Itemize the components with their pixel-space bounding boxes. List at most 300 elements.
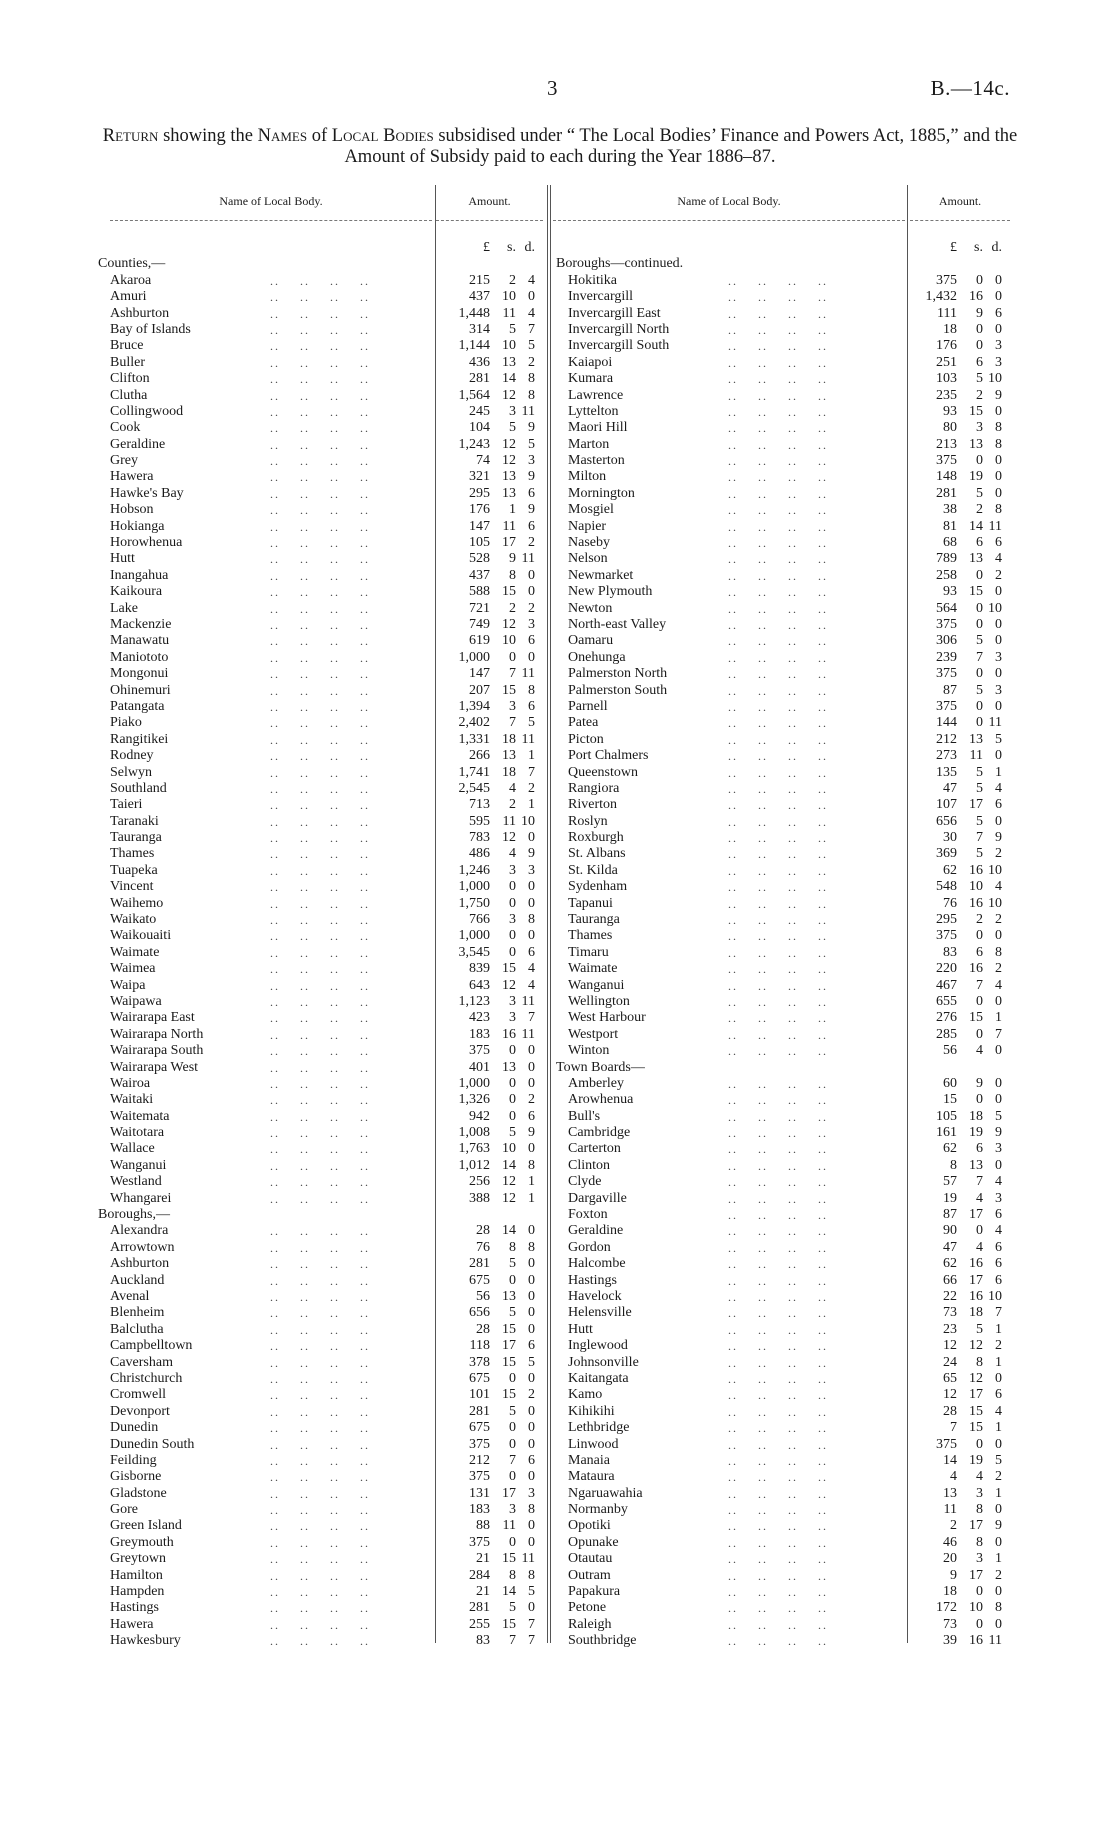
table-row [110, 1518, 1010, 1534]
amount-pence: 9 [995, 1518, 1002, 1534]
amount-right [913, 1502, 1002, 1518]
amount-left [446, 1551, 535, 1567]
amount-shillings: 2 [509, 272, 516, 288]
local-body-name-right: Helensville [568, 1305, 632, 1321]
amount-left [446, 420, 535, 436]
table-row [110, 633, 1010, 649]
amount-pounds: 528 [469, 551, 490, 567]
amount-pence: 3 [995, 682, 1002, 698]
amount-pence: 10 [988, 862, 1002, 878]
leader-dots: .. .. .. .. [260, 1093, 370, 1108]
amount-pounds: 131 [469, 1485, 490, 1501]
leader-dots: .. .. .. .. [260, 601, 370, 616]
amount-pence: 5 [528, 338, 535, 354]
amount-left [446, 1289, 535, 1305]
amount-pence: 4 [995, 977, 1002, 993]
amount-shillings: 6 [976, 944, 983, 960]
amount-left [446, 797, 535, 813]
amount-pence: 0 [995, 1157, 1002, 1173]
amount-left [446, 683, 535, 699]
amount-shillings: 0 [976, 321, 983, 337]
amount-shillings: 16 [502, 1026, 516, 1042]
local-body-name-left: Gore [110, 1502, 138, 1518]
amount-shillings: 0 [509, 1272, 516, 1288]
table-row [110, 1600, 1010, 1616]
amount-left [446, 928, 535, 944]
amount-pence: 9 [995, 387, 1002, 403]
amount-pounds: 1,012 [458, 1157, 490, 1173]
amount-shillings: 15 [969, 1403, 983, 1419]
amount-shillings: 4 [976, 1239, 983, 1255]
amount-pounds: 266 [469, 748, 490, 764]
leader-dots: .. .. .. .. [260, 913, 370, 928]
amount-pence: 0 [995, 584, 1002, 600]
leader-dots: .. .. .. .. [260, 585, 370, 600]
amount-shillings: 2 [976, 387, 983, 403]
amount-shillings: 15 [969, 1010, 983, 1026]
amount-shillings: 17 [969, 1518, 983, 1534]
table-row [110, 486, 1010, 502]
local-body-name-left: Christchurch [110, 1370, 183, 1386]
amount-left [446, 1600, 535, 1616]
leader-dots: .. .. .. .. [718, 650, 828, 665]
amount-pounds: 375 [936, 928, 957, 944]
local-body-name-right: Hokitika [568, 272, 617, 288]
amount-pounds: 148 [936, 469, 957, 485]
amount-shillings: 12 [502, 977, 516, 993]
amount-pence: 4 [995, 1174, 1002, 1190]
amount-shillings: 0 [509, 1043, 516, 1059]
local-body-name-right: Waimate [568, 961, 618, 977]
leader-dots: .. .. .. .. [718, 814, 828, 829]
amount-pounds: 22 [943, 1289, 957, 1304]
local-body-name-right: Amberley [568, 1075, 624, 1091]
amount-shillings: 13 [969, 731, 983, 747]
local-body-name-left: Wairarapa North [110, 1026, 204, 1042]
amount-pounds: 21 [476, 1551, 490, 1567]
leader-dots: .. .. .. .. [718, 1371, 828, 1386]
leader-dots: .. .. .. .. [260, 1257, 370, 1272]
amount-right [913, 1551, 1002, 1567]
amount-left [446, 1453, 535, 1469]
local-body-name-left: Hamilton [110, 1567, 163, 1583]
leader-dots: .. .. .. .. [260, 945, 370, 960]
amount-right [913, 1125, 1002, 1141]
amount-pounds: 256 [469, 1174, 490, 1190]
leader-dots: .. .. .. .. [718, 1486, 828, 1501]
amount-shillings: 4 [976, 1043, 983, 1059]
amount-pence: 7 [528, 321, 535, 337]
amount-shillings: 15 [969, 1420, 983, 1436]
table-row [110, 781, 1010, 797]
amount-pounds: 295 [469, 485, 490, 501]
amount-right [913, 1371, 1002, 1387]
amount-shillings: 10 [502, 338, 516, 354]
table-row [110, 453, 1010, 469]
amount-right [913, 388, 1002, 404]
amount-pence: 5 [528, 436, 535, 452]
amount-right [913, 846, 1002, 862]
subsidy-table [98, 185, 1010, 1649]
header-rule [110, 220, 432, 221]
leader-dots: .. .. .. .. [260, 1306, 370, 1321]
table-row [110, 535, 1010, 551]
local-body-name-right: Mataura [568, 1469, 615, 1485]
table-row [110, 994, 1010, 1010]
amount-shillings: 17 [969, 797, 983, 813]
leader-dots: .. .. .. .. [260, 486, 370, 501]
leader-dots: .. .. .. .. [718, 503, 828, 518]
local-body-name-left: Blenheim [110, 1305, 165, 1321]
amount-pounds: 212 [469, 1452, 490, 1468]
amount-pence: 5 [528, 1354, 535, 1370]
amount-shillings: 14 [969, 518, 983, 534]
local-body-name-left: Piako [110, 715, 142, 731]
amount-pounds: 375 [936, 1436, 957, 1452]
local-body-name-left: Hawera [110, 469, 154, 485]
amount-pence: 6 [528, 1452, 535, 1468]
amount-pounds: 1,000 [458, 928, 490, 944]
amount-pence: 0 [528, 1420, 535, 1436]
leader-dots: .. .. .. .. [718, 454, 828, 469]
leader-dots: .. .. .. .. [718, 1601, 828, 1616]
table-row [110, 1273, 1010, 1289]
amount-pence: 1 [995, 1551, 1002, 1567]
amount-shillings: 0 [976, 715, 983, 731]
local-body-name-left: Selwyn [110, 764, 152, 780]
local-body-name-right: Roslyn [568, 813, 608, 829]
leader-dots: .. .. .. .. [718, 634, 828, 649]
amount-shillings: 15 [502, 1354, 516, 1370]
amount-pence: 9 [995, 1125, 1002, 1141]
local-body-name-left: Waitemata [110, 1108, 170, 1124]
local-body-name-right: New Plymouth [568, 584, 653, 600]
amount-left [446, 896, 535, 912]
amount-pence: 11 [988, 1633, 1002, 1649]
amount-shillings: 10 [969, 879, 983, 895]
amount-shillings: 5 [509, 321, 516, 337]
table-row [110, 1076, 1010, 1092]
amount-pounds: 212 [936, 731, 957, 747]
table-row [110, 1027, 1010, 1043]
amount-pence: 1 [528, 748, 535, 764]
amount-left [446, 1240, 535, 1256]
amount-left [446, 437, 535, 453]
amount-shillings: 5 [976, 813, 983, 829]
local-body-name-right: Invercargill South [568, 338, 670, 354]
header-rule [553, 220, 905, 221]
amount-shillings: 16 [969, 1256, 983, 1272]
amount-left [446, 1387, 535, 1403]
amount-pounds: 258 [936, 567, 957, 583]
local-body-name-right: Palmerston North [568, 666, 668, 682]
amount-shillings: 6 [976, 535, 983, 551]
table-row [110, 584, 1010, 600]
amount-pence: 7 [528, 1010, 535, 1026]
amount-shillings: 0 [976, 600, 983, 616]
amount-pence: 9 [528, 502, 535, 518]
local-body-name-left: Lake [110, 600, 138, 616]
amount-left [446, 1584, 535, 1600]
amount-right [913, 404, 1002, 420]
table-row [110, 420, 1010, 436]
leader-dots: .. .. .. .. [260, 322, 370, 337]
local-body-name-left: Hutt [110, 551, 135, 567]
amount-pounds: 436 [469, 354, 490, 370]
local-body-name-right: St. Albans [568, 846, 626, 862]
table-row [110, 765, 1010, 781]
leader-dots: .. .. .. .. [718, 1306, 828, 1321]
amount-shillings: 5 [976, 780, 983, 796]
table-row [110, 928, 1010, 944]
leader-dots: .. .. .. .. [718, 536, 828, 551]
leader-dots: .. .. .. .. [718, 1404, 828, 1419]
amount-pence: 0 [995, 928, 1002, 944]
amount-shillings: 5 [976, 846, 983, 862]
leader-dots: .. .. .. .. [260, 437, 370, 452]
amount-left [446, 469, 535, 485]
amount-right [913, 1158, 1002, 1174]
amount-right [913, 486, 1002, 502]
amount-pence: 1 [528, 1174, 535, 1190]
amount-shillings: 3 [509, 1010, 516, 1026]
amount-pence: 5 [995, 1108, 1002, 1124]
amount-left [446, 322, 535, 338]
amount-right [913, 1273, 1002, 1289]
local-body-name-left: Ashburton [110, 1256, 170, 1272]
table-row [110, 715, 1010, 731]
amount-shillings: 6 [976, 354, 983, 370]
amount-pence: 0 [528, 567, 535, 583]
amount-shillings: 5 [509, 1403, 516, 1419]
amount-pounds: 93 [943, 403, 957, 419]
amount-pence: 5 [995, 731, 1002, 747]
amount-right [913, 1305, 1002, 1321]
leader-dots: .. .. .. .. [260, 1601, 370, 1616]
amount-shillings: 7 [509, 715, 516, 731]
amount-pounds: 1,326 [458, 1092, 490, 1108]
amount-pence: 11 [521, 551, 535, 567]
amount-pounds: 486 [469, 846, 490, 862]
amount-pounds: 655 [936, 993, 957, 1009]
amount-pounds: 11 [943, 1502, 957, 1518]
amount-shillings: 0 [976, 616, 983, 632]
amount-left [446, 388, 535, 404]
local-body-name-left: Dunedin [110, 1420, 159, 1436]
amount-shillings: 0 [509, 1436, 516, 1452]
amount-shillings: 5 [509, 1125, 516, 1141]
section-heading-left: Boroughs,— [98, 1207, 170, 1223]
leader-dots: .. .. .. .. [718, 683, 828, 698]
amount-shillings: 11 [502, 518, 516, 534]
table-row [110, 797, 1010, 813]
amount-pence: 11 [988, 518, 1002, 534]
amount-left [446, 846, 535, 862]
leader-dots: .. .. .. .. [260, 1044, 370, 1059]
amount-shillings: 9 [976, 305, 983, 321]
amount-pence: 11 [521, 731, 535, 747]
return-title [100, 126, 1020, 168]
leader-dots: .. .. .. .. [718, 273, 828, 288]
leader-dots: .. .. .. .. [718, 339, 828, 354]
table-row [110, 1387, 1010, 1403]
amount-right [913, 1404, 1002, 1420]
header-name-left: Name of Local Body. [219, 194, 323, 208]
leader-dots: .. .. .. .. [718, 978, 828, 993]
amount-pence: 3 [995, 649, 1002, 665]
amount-shillings: 3 [509, 912, 516, 928]
header-rule [436, 220, 543, 221]
amount-shillings: 14 [502, 371, 516, 387]
amount-shillings: 3 [976, 1485, 983, 1501]
amount-pounds: 12 [943, 1387, 957, 1403]
table-row [110, 617, 1010, 633]
table-row [110, 1404, 1010, 1420]
table-body [98, 240, 1010, 1650]
amount-pounds: 2 [950, 1518, 957, 1534]
leader-dots: .. .. .. .. [718, 322, 828, 337]
local-body-name-right: Rangiora [568, 780, 620, 796]
local-body-name-left: Manawatu [110, 633, 170, 649]
amount-pounds: 375 [469, 1534, 490, 1550]
amount-shillings: 16 [969, 895, 983, 911]
amount-shillings: 0 [509, 1092, 516, 1108]
amount-pounds: 255 [469, 1616, 490, 1632]
amount-right [913, 994, 1002, 1010]
amount-pounds: 60 [943, 1075, 957, 1091]
amount-right [913, 945, 1002, 961]
local-body-name-right: Palmerston South [568, 682, 668, 698]
local-body-name-right: Masterton [568, 453, 625, 469]
amount-pounds: 239 [936, 649, 957, 665]
amount-pounds: 46 [943, 1534, 957, 1550]
leader-dots: .. .. .. .. [260, 536, 370, 551]
amount-left [446, 1223, 535, 1239]
leader-dots: .. .. .. .. [260, 1191, 370, 1206]
leader-dots: .. .. .. .. [260, 667, 370, 682]
amount-shillings: 4 [509, 846, 516, 862]
local-body-name-left: Alexandra [110, 1223, 169, 1239]
amount-shillings: 0 [976, 1584, 983, 1600]
local-body-name-right: Roxburgh [568, 830, 624, 846]
amount-shillings: 12 [502, 1174, 516, 1190]
amount-shillings: 5 [976, 1321, 983, 1337]
amount-pounds: 375 [936, 666, 957, 682]
amount-shillings: 7 [509, 1633, 516, 1649]
local-body-name-left: Mongonui [110, 666, 169, 682]
amount-left [446, 289, 535, 305]
amount-pence: 7 [528, 1633, 535, 1649]
amount-left [446, 519, 535, 535]
local-body-name-left: Taranaki [110, 813, 159, 829]
local-body-name-right: North-east Valley [568, 616, 667, 632]
amount-pounds: 235 [936, 387, 957, 403]
leader-dots: .. .. .. .. [718, 732, 828, 747]
amount-left [446, 699, 535, 715]
currency-pounds: £ [950, 240, 957, 255]
leader-dots: .. .. .. .. [260, 290, 370, 305]
leader-dots: .. .. .. .. [260, 765, 370, 780]
local-body-name-right: Outram [568, 1567, 611, 1583]
amount-left [446, 371, 535, 387]
leader-dots: .. .. .. .. [260, 962, 370, 977]
amount-shillings: 0 [509, 895, 516, 911]
table-row [110, 1502, 1010, 1518]
table-row [110, 502, 1010, 518]
amount-right [913, 1387, 1002, 1403]
amount-right [913, 1437, 1002, 1453]
title-word-names: Names [257, 126, 308, 146]
amount-right [913, 371, 1002, 387]
local-body-name-left: Wairarapa East [110, 1010, 195, 1026]
amount-shillings: 17 [969, 1567, 983, 1583]
amount-pence: 8 [995, 502, 1002, 518]
leader-dots: .. .. .. .. [260, 732, 370, 747]
amount-shillings: 3 [509, 862, 516, 878]
amount-pence: 7 [528, 764, 535, 780]
amount-pence: 1 [995, 1010, 1002, 1026]
amount-right [913, 584, 1002, 600]
local-body-name-left: Auckland [110, 1272, 165, 1288]
amount-right [913, 814, 1002, 830]
leader-dots: .. .. .. .. [718, 1044, 828, 1059]
amount-left [446, 912, 535, 928]
amount-pounds: 375 [469, 1469, 490, 1485]
amount-right [913, 1600, 1002, 1616]
leader-dots: .. .. .. .. [260, 470, 370, 485]
amount-pence: 0 [528, 1469, 535, 1485]
leader-dots: .. .. .. .. [718, 421, 828, 436]
local-body-name-right: Picton [568, 731, 604, 747]
amount-pence: 1 [995, 1321, 1002, 1337]
amount-right [913, 1453, 1002, 1469]
leader-dots: .. .. .. .. [260, 863, 370, 878]
amount-pence: 6 [528, 944, 535, 960]
amount-pence: 4 [528, 272, 535, 288]
amount-left [446, 863, 535, 879]
leader-dots: .. .. .. .. [718, 1617, 828, 1632]
amount-shillings: 5 [976, 371, 983, 387]
local-body-name-right: Nelson [568, 551, 608, 567]
currency-shillings: s. [507, 240, 516, 255]
amount-pounds: 144 [936, 715, 957, 731]
leader-dots: .. .. .. .. [260, 650, 370, 665]
leader-dots: .. .. .. .. [260, 1552, 370, 1567]
table-row [110, 289, 1010, 305]
local-body-name-right: Normanby [568, 1502, 628, 1518]
amount-shillings: 0 [509, 1420, 516, 1436]
amount-pence: 2 [528, 1092, 535, 1108]
local-body-name-left: Taieri [110, 797, 143, 813]
amount-shillings: 13 [969, 1157, 983, 1173]
local-body-name-right: Geraldine [568, 1223, 624, 1239]
amount-pence: 0 [995, 748, 1002, 764]
amount-pounds: 9 [950, 1567, 957, 1583]
local-body-name-right: Inglewood [568, 1338, 628, 1354]
amount-shillings: 11 [502, 1518, 516, 1534]
local-body-name-right: Port Chalmers [568, 748, 649, 764]
amount-pence: 0 [528, 1256, 535, 1272]
table-row [110, 1551, 1010, 1567]
amount-pounds: 18 [943, 1584, 957, 1600]
amount-right [913, 1584, 1002, 1600]
leader-dots: .. .. .. .. [718, 765, 828, 780]
leader-dots: .. .. .. .. [718, 290, 828, 305]
amount-pounds: 281 [469, 1256, 490, 1272]
amount-shillings: 8 [509, 1567, 516, 1583]
header-rule [910, 220, 1010, 221]
amount-pence: 1 [995, 1354, 1002, 1370]
